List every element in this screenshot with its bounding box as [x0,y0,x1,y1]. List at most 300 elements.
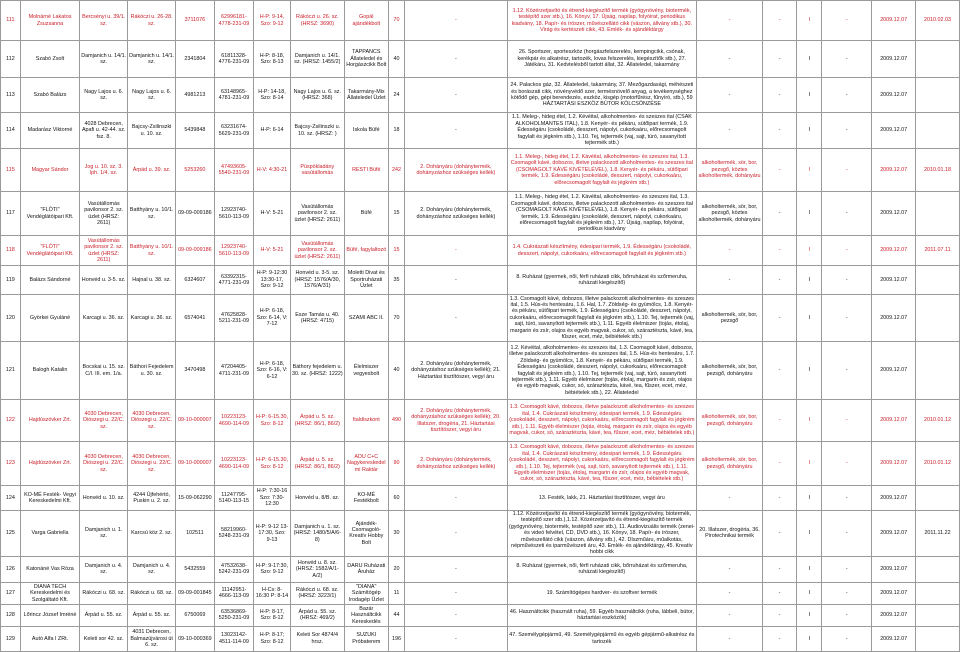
cell-other-products: - [405,1,507,41]
cell-owner-address: Rákóczi u. 68. sz. [80,582,128,604]
cell-modification-date: 2010.02.03 [916,1,960,41]
cell-opening-hours: H-P: 6-15.30, Szo: 8-12 [254,442,290,486]
cell-excise-products: alkoholtermék, sör, bor, pezsgő, köztes alkoholtermék, dohányáru [697,149,763,192]
cell-seat-address: Rákóczi u. 26-28. sz. [128,1,176,41]
cell-floor-area: 70 [388,1,405,41]
cell-row-number: 129 [1,626,21,651]
cell-excise-products: alkoholtermék, sör, bor, pezsgő, dohányáru [697,442,763,486]
table-row [1,400,960,442]
cell-registration-date: 2009.12.07 [872,582,916,604]
cell-tax-id: 58219960-5248-231-09 [214,511,254,557]
cell-owner-name: Autó Alfa I ZRt. [20,626,79,651]
cell-col-14: - [762,511,796,557]
cell-row-number: 119 [1,266,21,295]
cell-col-14: - [762,149,796,192]
cell-modification-date [916,41,960,78]
cell-owner-address: Honvéd u. 3-5. sz. [80,266,128,295]
cell-floor-area: 15 [388,192,405,236]
cell-modification-date [916,295,960,342]
cell-col-16: - [822,511,872,557]
table-row [1,604,960,626]
cell-seat-address: Batthyány u. 10/1. sz. [128,236,176,266]
cell-opening-hours: H-V: 5-21 [254,236,290,266]
cell-other-products: - [405,604,507,626]
cell-shop-name: RESTI Büfé [344,149,388,192]
cell-shop-address: Rákóczi u. 26. sz. (HRSZ: 3690) [290,1,344,41]
cell-product-categories: 46. Használtcikk (használt ruha), 59. Egyéb használtcikk (ruha, lábbeli, bútor, háztartási eszközök) [507,604,697,626]
cell-col-14: - [762,486,796,511]
cell-seat-address: 4244 Újfehértó, Puskin u. 2. sz. [128,486,176,511]
cell-other-products: 2. Dohányáru (dohánytermék, dohányzáshoz szükséges kellék); 20. Illatszer, drogéria, 21. Háztartási tisztítószer, vegyi áru [405,400,507,442]
cell-col-15: I [797,113,822,149]
cell-owner-name: Györkei Gyuláné [20,295,79,342]
cell-product-categories: 1.2. Kévéital, alkoholmentes- és szeszes ital, 1.3. Csomagolt kávé, dobozos, illetve palackozott alkoholmentes- és szeszes ital, 1.5. Hús-és hentesáru, 1.7. Zöldség- és gyümölcs, 1.8. Kenyér- és pékáru, sütőipari termék, 1.9. Édességáru (csokoládé, desszert, nápolyi, cukorkaáru, előrecsomagolt fagylalt és jégkrém stb.), 1.10. Tej, tejtermék (vaj, sajt, túró, savanyított tejtermék stb.), 1.11. Egyéb élelmiszer (tojás, étolaj, margarin és zsír, olajos és egyéb magvak, cukor, só, száraztészta, kávé, tea, fűszer, ecet, méz, bébiételek stb.), 22. Állateledel [507,342,697,400]
cell-registration-number: 4981213 [176,78,215,113]
cell-owner-address: Bercsényi u. 39/1. sz. [80,1,128,41]
cell-col-16: - [822,236,872,266]
cell-tax-id: 47493605-5540-231-09 [214,149,254,192]
cell-other-products: - [405,266,507,295]
table-row [1,626,960,651]
cell-excise-products: alkoholtermék, sör, bor, pezsgő, dohányáru [697,342,763,400]
cell-col-14: - [762,400,796,442]
cell-tax-id: 62996181-4778-231-09 [214,1,254,41]
cell-owner-name: Katonáné Vas Róza [20,556,79,582]
cell-product-categories: 8. Ruházat (gyermek, női, férfi ruházati cikk, bőrruházat és szőrmeruha, ruházati kiegészítő) [507,266,697,295]
cell-owner-address: Jog u. 10. sz. 3. lph. 1/4. sz. [80,149,128,192]
cell-shop-name: Iskola Büfé [344,113,388,149]
table-row [1,511,960,557]
cell-registration-date: 2009.12.07 [872,266,916,295]
cell-registration-date: 2009.12.07 [872,295,916,342]
cell-product-categories: 1.1. Meleg-, hideg étel, 1.2. Kávéital, alkoholmentes- és szeszes ital, 1.3. Csomagolt kávé, dobozos, illetve palackozott alkoholmentes- és szeszes ital (CSOMAGOLT KÁVÉ KIVÉTELÉVEL), 1.8. Kenyér- és pékáru, sütőipari termék, 1.9. Édességáru (csokoládé, desszert, nápolyi, cukorkaáru, előrecsomagolt fagylalt és jégkrém stb.) [507,149,697,192]
cell-opening-hours: H-V: 5-21 [254,192,290,236]
cell-seat-address: 4030 Debrecen, Diószegi u. 22/C. sz. [128,400,176,442]
cell-excise-products: - [697,556,763,582]
cell-seat-address: Árpád u. 39. sz. [128,149,176,192]
cell-tax-id: 13023142-4511-114-09 [214,626,254,651]
table-row [1,486,960,511]
cell-shop-name: Moletti Divat és Sportruházati Üzlet [344,266,388,295]
cell-registration-number: 09-10-000007 [176,400,215,442]
cell-col-16: - [822,113,872,149]
cell-col-16: - [822,149,872,192]
cell-excise-products: - [697,78,763,113]
cell-registration-number: 6324607 [176,266,215,295]
cell-excise-products: alkoholtermék, sör, bor, pezsgő, köztes alkoholtermék, dohányáru [697,192,763,236]
table-row [1,266,960,295]
cell-row-number: 115 [1,149,21,192]
cell-registration-number: 5439848 [176,113,215,149]
cell-opening-hours: H-Cs: 8-16:30 P: 8-14 [254,582,290,604]
cell-owner-address: Bocskai u. 15. sz. C/I. III. em. 1/a. [80,342,128,400]
cell-owner-name: Varga Gabriella [20,511,79,557]
cell-col-14: - [762,1,796,41]
cell-registration-number: 102511 [176,511,215,557]
cell-registration-date: 2009.12.07 [872,400,916,442]
cell-seat-address: Nagy Lajos u. 6. sz. [128,78,176,113]
cell-tax-id: 10223123-4690-114-09 [214,442,254,486]
cell-owner-name: DIANA TECH Kereskedelmi és Szolgáltató Kft. [20,582,79,604]
cell-opening-hours: H-P: 9-12 13-17:30, Szo: 9-13 [254,511,290,557]
cell-excise-products: - [697,604,763,626]
cell-shop-address: Árpád u. 5. sz. (HRSZ: 86/1, 86/2) [290,442,344,486]
cell-product-categories: 13. Festék, lakk, 21. Háztartási tisztítószer, vegyi áru [507,486,697,511]
cell-registration-date: 2009.12.07 [872,78,916,113]
cell-col-16: - [822,266,872,295]
cell-modification-date [916,192,960,236]
cell-row-number: 121 [1,342,21,400]
cell-row-number: 123 [1,442,21,486]
cell-registration-date: 2009.12.07 [872,236,916,266]
cell-shop-name: Bazár Használtcikk Kereskedés [344,604,388,626]
cell-opening-hours: H-P: 8-17, Szo: 8-12 [254,604,290,626]
cell-product-categories: 1.3. Csomagolt kávé, dobozos, illetve palackozott alkoholmentes- és szeszes ital, 1.4. Cukrászati készítmény, édesipari termék, 1.9. Édességáru (csokoládé, desszert, nápolyi, cukorkaáru, előrecsomagolt fagylalt és jégkrém stb.), 1.11. Egyéb élelmiszer (tojás, étolaj, margarin és zsír, olajos és egyéb magvak, cukor, só, száraztészta, kávé, tea, fűszer, ecet, méz, bébiételek stb.) [507,400,697,442]
cell-product-categories: 1.3. Csomagolt kávé, dobozos, illetve palackozott alkoholmentes- és szeszes ital, 1.5. Hús-és hentesáru, 1.6. Hal, 1.7. Zöldség- és gyümölcs, 1.8. Kenyér- és pékáru, sütőipari termék, 1.9. Édességáru (csokoládé, desszert, nápolyi, cukorkaáru, előrecsomagolt fagylalt és jégkrém stb.), 1.10. Tej, tejtermék (vaj, sajt, túró, savanyított tejtermék stb.), 1.11. Egyéb élelmiszer (tojás, étolaj, margarin és zsír, olajos és egyéb magvak, cukor, só, száraztészta, kávé, tea, fűszer, ecet, méz, bébiételek stb.) [507,295,697,342]
cell-tax-id: 63392315-4771-231-09 [214,266,254,295]
cell-registration-date: 2009.12.07 [872,41,916,78]
cell-excise-products: - [697,266,763,295]
cell-tax-id: 47204405-4711-231-09 [214,342,254,400]
cell-tax-id: 63536869-5250-231-09 [214,604,254,626]
cell-shop-name: "DIANA" Számítógép Irodagép Üzlet [344,582,388,604]
cell-registration-number: 09-09-009186 [176,192,215,236]
cell-tax-id: 10223123-4690-114-09 [214,400,254,442]
cell-col-15: I [797,556,822,582]
cell-tax-id: 11247795-5140-113-15 [214,486,254,511]
cell-registration-date: 2009.12.07 [872,342,916,400]
cell-other-products: - [405,78,507,113]
cell-registration-number: 2341804 [176,41,215,78]
cell-seat-address: Damjanich u. 4. sz. [128,556,176,582]
cell-col-14: - [762,192,796,236]
table-row [1,295,960,342]
cell-col-15: I [797,78,822,113]
table-row [1,582,960,604]
cell-excise-products: - [697,486,763,511]
table-row [1,1,960,41]
cell-floor-area: 35 [388,266,405,295]
cell-modification-date [916,626,960,651]
cell-row-number: 122 [1,400,21,442]
cell-modification-date [916,486,960,511]
cell-product-categories: 19. Számítógépes hardver- és szoftver termék [507,582,697,604]
cell-registration-date: 2009.12.07 [872,511,916,557]
cell-col-16: - [822,582,872,604]
cell-col-16: - [822,41,872,78]
cell-modification-date [916,113,960,149]
cell-owner-address: 4030 Debrecen, Diószegi u. 22/C. sz. [80,442,128,486]
cell-excise-products: - [697,626,763,651]
cell-shop-name: SUZUKI Próbaterem [344,626,388,651]
cell-owner-address: Damjanich u. 1. sz. [80,511,128,557]
cell-seat-address: 4030 Debrecen, Diószegi u. 22/C. sz. [128,442,176,486]
cell-registration-number: 3470498 [176,342,215,400]
cell-col-14: - [762,78,796,113]
cell-row-number: 112 [1,41,21,78]
cell-col-16: - [822,400,872,442]
cell-row-number: 120 [1,295,21,342]
cell-excise-products: alkoholtermék, sör, bor, pezsgő [697,295,763,342]
cell-opening-hours: H-P: 9-12:30 13:30-17, Szo: 9-12 [254,266,290,295]
cell-shop-name: TAPPANCS Állateledel és Horgászcikk Bolt [344,41,388,78]
cell-col-15: I [797,511,822,557]
cell-registration-number: 6750069 [176,604,215,626]
cell-registration-date: 2009.12.07 [872,113,916,149]
cell-col-14: - [762,626,796,651]
cell-other-products: - [405,556,507,582]
cell-opening-hours: H-P: 6-15.30, Szo: 8-12 [254,400,290,442]
cell-floor-area: 44 [388,604,405,626]
cell-seat-address: Hajnal u. 38. sz. [128,266,176,295]
cell-row-number: 128 [1,604,21,626]
cell-modification-date: 2010.01.12 [916,400,960,442]
cell-registration-number: 6574041 [176,295,215,342]
cell-seat-address: Bajcsy-Zsilinszki u. 10. sz. [128,113,176,149]
cell-tax-id: 63148965-4781-231-09 [214,78,254,113]
cell-shop-address: Nagy Lajos u. 6. sz. (HRSZ: 368) [290,78,344,113]
cell-excise-products: - [697,236,763,266]
cell-registration-date: 2009.12.07 [872,192,916,236]
table-row [1,41,960,78]
table-row [1,556,960,582]
cell-modification-date: 2011.11.22 [916,511,960,557]
cell-owner-address: Vasútállomás pavilonsor 2. sz. üzlet (HRSZ: 2611) [80,236,128,266]
cell-row-number: 113 [1,78,21,113]
cell-row-number: 111 [1,1,21,41]
cell-col-14: - [762,266,796,295]
cell-registration-date: 2009.12.07 [872,626,916,651]
cell-shop-address: Bajcsy-Zsilinszki u. 10. sz. (HRSZ: ) [290,113,344,149]
cell-floor-area: 490 [388,400,405,442]
cell-col-15: I [797,236,822,266]
cell-row-number: 114 [1,113,21,149]
cell-floor-area: 15 [388,236,405,266]
cell-seat-address: Árpád u. 55. sz. [128,604,176,626]
cell-seat-address: Karcsú köz 2. sz. [128,511,176,557]
cell-opening-hours: H-P: 6-18, Szo: 6-16, V: 6-12 [254,342,290,400]
cell-shop-name: ADU C+C Nagykereskedelmi Raktár [344,442,388,486]
cell-owner-address: Damjanich u. 14/1. sz. [80,41,128,78]
cell-product-categories: 1.3. Csomagolt kávé, dobozos, illetve palackozott alkoholmentes- és szeszes ital, 1.4. Cukrászati készítmény, édesipari termék, 1.9. Édességáru (csokoládé, desszert, nápolyi, cukorkaáru, előrecsomagolt fagylalt és jégkrém stb.), 1.10. Tej, tejtermék (vaj, sajt, túró, savanyított tejtermék stb.), 1.11. Egyéb élelmiszer (tojás, étolaj, margarin és zsír, olajos és egyéb magvak, cukor, só, száraztészta, kávé, tea, fűszer, ecet, méz, bébiételek stb.) [507,442,697,486]
cell-owner-address: Nagy Lajos u. 6. sz. [80,78,128,113]
cell-tax-id: 12923740-5610-113-09 [214,192,254,236]
cell-registration-date: 2009.12.07 [872,556,916,582]
cell-product-categories: 1.12. Közérzetjavító és étrend-kiegészítő termék (gyógynövény, biotermék, testépítő szer stb.), 16. Könyv, 17. Újság, napilap, folyóirat, periodikus kiadvány, 18. Papír- és írószer, művészellátó cikk (vászon, állvány stb.), 30. Virág és kertészeti cikk, 43. Emlék- és ajándéktárgy [507,1,697,41]
table-row [1,342,960,400]
cell-modification-date [916,582,960,604]
cell-registration-number: 09-09-009186 [176,236,215,266]
cell-row-number: 124 [1,486,21,511]
cell-owner-name: Szabó Balázs [20,78,79,113]
cell-shop-address: Damjanich u. 1. sz. (HRSZ: 1480/5/A/6-8) [290,511,344,557]
cell-row-number: 118 [1,236,21,266]
cell-col-16: - [822,1,872,41]
cell-owner-address: Árpád u. 55. sz. [80,604,128,626]
cell-shop-address: Püspökladány vasútállomás [290,149,344,192]
cell-product-categories: 24. Palackos gáz, 32. Állateledel, takarmány, 37. Mezőgazdasági, méhészeti és borászati cikk, növényvédő szer, termésnövelő anyag, a tevékenységhez kötődő gép, gépi berendezés, eszköz, kisgép (motorfűrész, fűnyíró, stb.), 59 HÁZTARTÁSI ESZKÖZ BÚTOR KÖLCSÖNZÉSE [507,78,697,113]
cell-tax-id: 63231674-5629-231-09 [214,113,254,149]
cell-tax-id: 61811328-4776-231-09 [214,41,254,78]
cell-col-15: I [797,149,822,192]
cell-seat-address: Báthori Fejedelem u. 30. sz. [128,342,176,400]
cell-owner-name: Balázs Sándorné [20,266,79,295]
cell-excise-products: 20. Illatszer, drogéria, 36. Pirotechnikai termék [697,511,763,557]
cell-row-number: 126 [1,556,21,582]
cell-floor-area: 24 [388,78,405,113]
cell-modification-date [916,342,960,400]
cell-floor-area: 40 [388,342,405,400]
cell-shop-name: Gopál ajándékbolt [344,1,388,41]
cell-col-14: - [762,442,796,486]
cell-shop-address: Árpád u. 5. sz. (HRSZ: 86/1, 86/2) [290,400,344,442]
cell-shop-address: Keleti Sor 4874/4 hrsz. [290,626,344,651]
cell-other-products: - [405,41,507,78]
cell-seat-address: Damjanich u. 14/1. sz. [128,41,176,78]
cell-col-15: I [797,295,822,342]
cell-seat-address: Rákóczi u. 68. sz. [128,582,176,604]
cell-shop-address: Báthory fejedelem u. 30. sz. (HRSZ: 1222) [290,342,344,400]
cell-shop-address: Esze Tamás u. 40. (HRSZ: 4715) [290,295,344,342]
cell-shop-name: Büfé [344,192,388,236]
cell-tax-id: 47532638-5242-231-09 [214,556,254,582]
cell-opening-hours: H-P: 9-14, Szo: 9-12 [254,1,290,41]
table-row [1,236,960,266]
cell-owner-address: 4028 Debrecen, Apafi u. 42-44. sz. fsz. 8. [80,113,128,149]
cell-opening-hours: H-P: 9-17:30, Szo: 9-12 [254,556,290,582]
cell-owner-name: Magyar Sándor [20,149,79,192]
cell-owner-name: Hajdúszövker Zrt. [20,400,79,442]
cell-shop-name: KO-MÉ Festékbolt [344,486,388,511]
cell-shop-name: DARU Ruházati Áruház [344,556,388,582]
cell-col-14: - [762,236,796,266]
cell-shop-name: Ajándék-Csomagoló-Kreatív Hobby Bolt [344,511,388,557]
table-row [1,442,960,486]
cell-owner-address: 4030 Debrecen, Diószegi u. 22/C. sz. [80,400,128,442]
cell-col-15: I [797,486,822,511]
cell-product-categories: 1.1. Meleg-, hideg étel, 1.2. Kávéital, alkoholmentes- és szeszes ital, 1.3. Csomagolt kávé, dobozos, illetve palackozott alkoholmentes- és szeszes ital (CSOMAGOLT KÁVÉ KIVÉTELÉVEL), 1.8. Kenyér- és pékáru, sütőipari termék, 1.9. Édességáru (csokoládé, desszert, nápolyi, cukorkaáru, előrecsomagolt fagylalt és jégkrém stb.), 17. Újság, napilap, folyóirat, periodikus kiadvány [507,192,697,236]
cell-tax-id: 12923740-5610-113-09 [214,236,254,266]
cell-registration-number: 09-10-000007 [176,442,215,486]
cell-owner-name: Lőrincz József Imréné [20,604,79,626]
cell-col-16: - [822,486,872,511]
cell-floor-area: 70 [388,295,405,342]
cell-registration-number: 09-10-000369 [176,626,215,651]
cell-modification-date: 2011.07.11 [916,236,960,266]
cell-other-products: 2. Dohányáru (dohánytermék, dohányzáshoz szükséges kellék) [405,149,507,192]
cell-col-14: - [762,342,796,400]
cell-col-16: - [822,192,872,236]
cell-owner-name: Balogh Katalin [20,342,79,400]
cell-other-products: 2. Dohányáru (dohánytermék, dohányzáshoz szükséges kellék); 21. Háztartási tisztítószer, vegyi áru [405,342,507,400]
cell-owner-address: Honvéd u. 10. sz. [80,486,128,511]
cell-shop-name: Italdiszkont [344,400,388,442]
cell-row-number: 125 [1,511,21,557]
cell-owner-name: KO-MÉ Festék- Vegyi Kereskedelmi Kft. [20,486,79,511]
cell-col-16: - [822,295,872,342]
cell-registration-number: 3711076 [176,1,215,41]
cell-opening-hours: H-V: 4:30-21 [254,149,290,192]
cell-shop-address: Honvéd u. 8/B. sz. [290,486,344,511]
cell-modification-date [916,266,960,295]
cell-row-number: 127 [1,582,21,604]
cell-registration-number: 15-09-062290 [176,486,215,511]
cell-registration-date: 2009.12.07 [872,486,916,511]
cell-floor-area: 30 [388,511,405,557]
cell-owner-address: Damjanich u. 4. sz. [80,556,128,582]
cell-shop-address: Vasútállomás pavilonsor 2. sz. üzlet (HRSZ: 2611) [290,236,344,266]
cell-shop-address: Vasútállomás pavilonsor 2. sz. üzlet (HRSZ: 2611) [290,192,344,236]
cell-modification-date: 2010.01.18 [916,149,960,192]
cell-modification-date [916,78,960,113]
cell-opening-hours: H-P: 8-17; Szo: 8-12 [254,626,290,651]
cell-owner-address: Karcagi u. 36. sz. [80,295,128,342]
cell-shop-name: Büfé, fagylaltozó [344,236,388,266]
cell-opening-hours: H-P: 7:30-16 Szo: 7:30-12:30 [254,486,290,511]
cell-excise-products: - [697,113,763,149]
cell-col-15: I [797,342,822,400]
cell-col-15: I [797,582,822,604]
table-row [1,149,960,192]
cell-other-products: 2. Dohányáru (dohánytermék, dohányzáshoz szükséges kellék) [405,442,507,486]
cell-owner-name: Szabó Zsolt [20,41,79,78]
cell-seat-address: 4031 Debrecen, Balmazújvárosi út 6. sz. [128,626,176,651]
cell-owner-address: Vasútállomás pavilonsor 2. sz. üzlet (HRSZ: 2611) [80,192,128,236]
cell-other-products: - [405,295,507,342]
cell-col-16: - [822,342,872,400]
cell-floor-area: 20 [388,556,405,582]
cell-tax-id: 11142951-4666-113-09 [214,582,254,604]
cell-floor-area: 18 [388,113,405,149]
cell-col-15: I [797,626,822,651]
cell-owner-address: Keleti sor 42. sz. [80,626,128,651]
cell-floor-area: 11 [388,582,405,604]
cell-seat-address: Batthyány u. 10/1. sz. [128,192,176,236]
cell-col-16: - [822,442,872,486]
cell-col-14: - [762,113,796,149]
cell-col-15: I [797,442,822,486]
cell-col-14: - [762,556,796,582]
cell-excise-products: - [697,41,763,78]
cell-shop-name: SZAMI ABC II. [344,295,388,342]
cell-opening-hours: H-P: 6-14 [254,113,290,149]
cell-owner-name: "FLÓTI" Vendéglátóipari Kft. [20,236,79,266]
cell-shop-name: Takarmány-Mix Állateledel Üzlet [344,78,388,113]
cell-excise-products: alkoholtermék, sör, bor, pezsgő, dohányáru [697,400,763,442]
cell-floor-area: 242 [388,149,405,192]
cell-modification-date [916,604,960,626]
cell-opening-hours: H-P: 14-18, Szo: 8-14 [254,78,290,113]
cell-other-products: - [405,236,507,266]
cell-col-15: I [797,192,822,236]
cell-col-16: - [822,626,872,651]
cell-other-products: - [405,626,507,651]
table-row [1,113,960,149]
cell-shop-address: Árpád u. 55. sz. (HRSZ: 469/2) [290,604,344,626]
cell-registration-number: 09-09-001845 [176,582,215,604]
cell-other-products: - [405,113,507,149]
table-body [1,1,960,652]
cell-col-15: I [797,400,822,442]
cell-registration-number: 5253260 [176,149,215,192]
cell-tax-id: 47625828-5211-231-09 [214,295,254,342]
cell-registration-number: 5432559 [176,556,215,582]
cell-product-categories: 8. Ruházat (gyermek, női, férfi ruházati cikk, bőrruházat és szőrmeruha, ruházati kiegészítő) [507,556,697,582]
cell-product-categories: 1.12. Közérzetjavító és étrend-kiegészítő termék (gyógynövény, biotermék, testépítő szer stb.),1.12. Közérzetjavító és étrend-kiegészítő termék (gyógynövény, biotermék, testépítő szer stb.), 11. Audiovizuális termék (zenei- és videó felvétel, CD, DVD stb.), 16. Könyv, 18. Papír- és írószer, művészellátó cikk (vászon, állvány stb.), 42. Díszműáru, műalkotás, népművészeti és iparművészeti áru, 43. Emlék- és ajándéktárgy, 45. Kreatív hobbi cikk [508,511,695,556]
cell-floor-area: 60 [388,486,405,511]
cell-col-15: I [797,41,822,78]
cell-owner-name: Hajdúszövker Zrt. [20,442,79,486]
